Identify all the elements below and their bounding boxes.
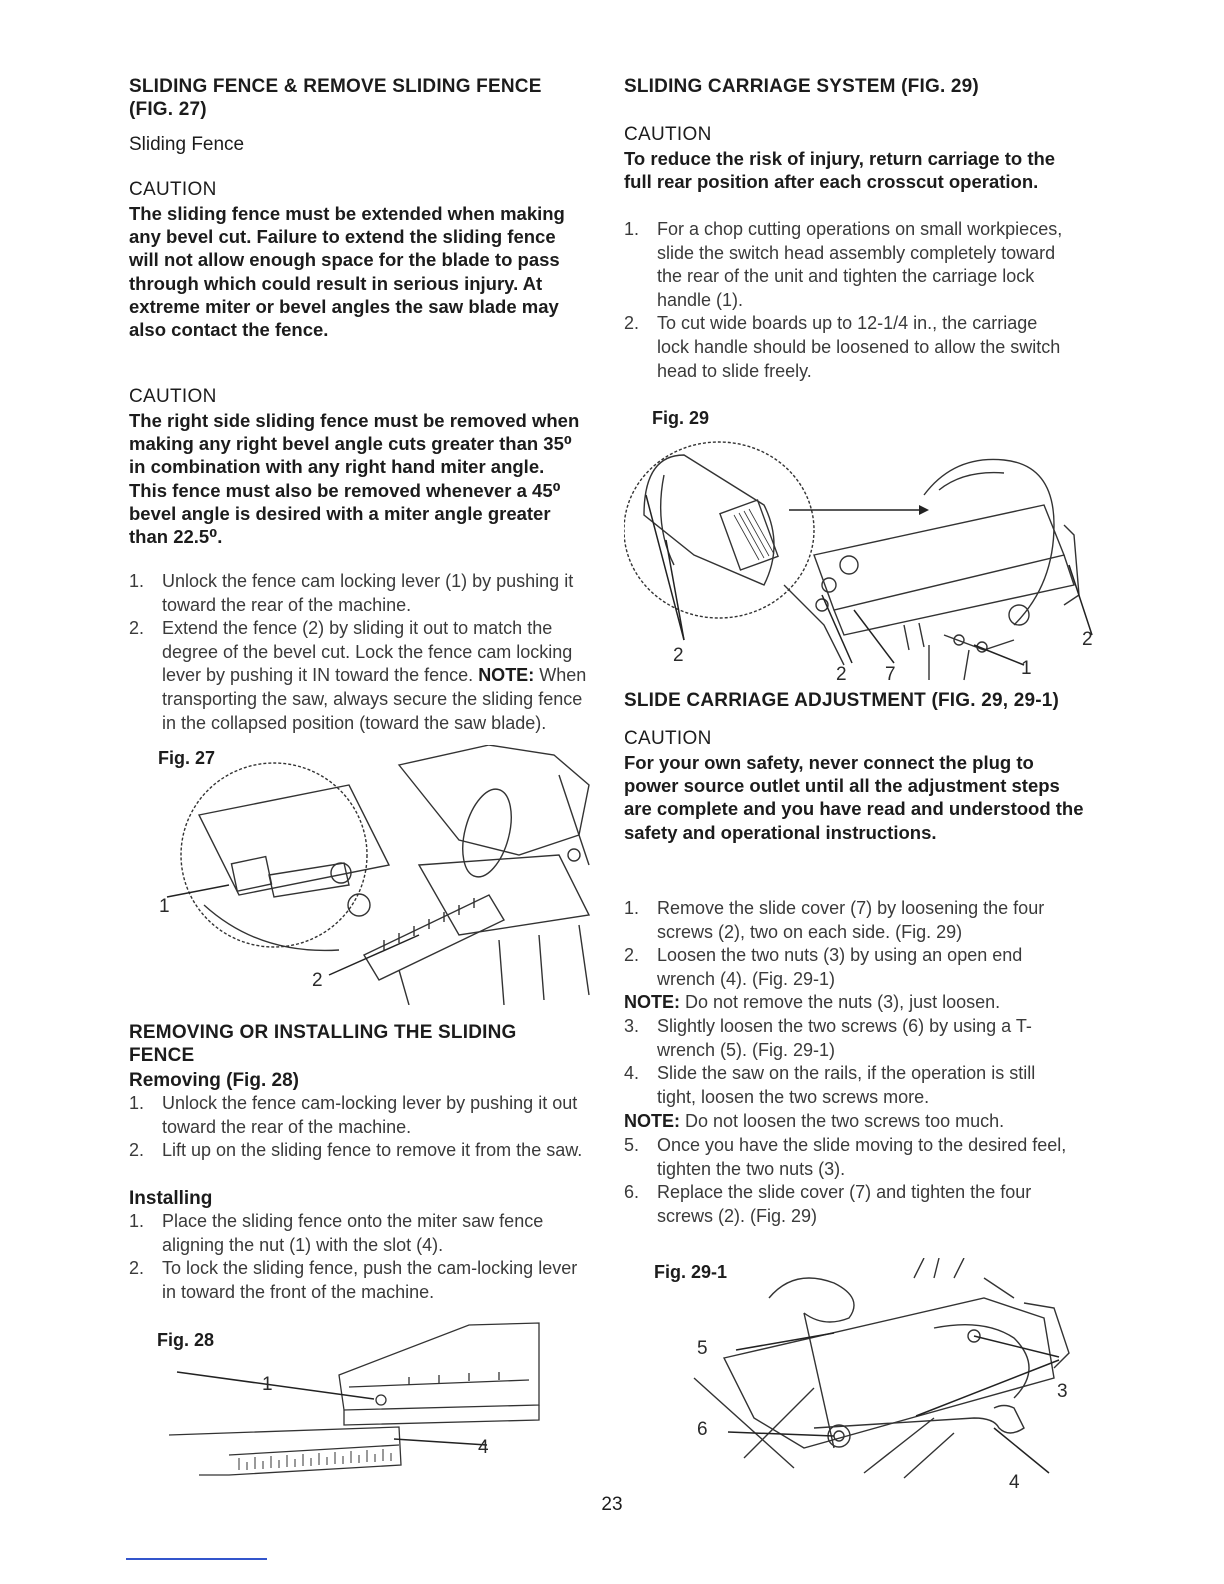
- note-label: NOTE:: [478, 665, 535, 686]
- fig-29-callout-7: 7: [885, 664, 896, 685]
- installing-subheading: Installing: [129, 1188, 213, 1209]
- list-item: 2. To cut wide boards up to 12-1/4 in., the carriage lock handle should be loosened to allow the switch head to slide freely.: [624, 313, 1061, 381]
- note-2: NOTE: Do not loosen the two screws too much.: [624, 1111, 1005, 1131]
- caution-text-2: The right side sliding fence must be removed when making any right bevel angle cuts greater than 35⁰ in combination with any right hand miter angle. This fence must also be removed whenever a 45⁰ bevel angle is desired with a miter angle greater than 22.5⁰.: [129, 410, 580, 548]
- fig-29-callout-2-right: 2: [1082, 629, 1093, 650]
- note-1: NOTE: Do not remove the nuts (3), just loosen.: [624, 992, 1001, 1012]
- installing-steps: [129, 1210, 585, 1304]
- list-item: 1. Remove the slide cover (7) by loosening the four screws (2), two on each side. (Fig. 29): [624, 898, 1045, 942]
- fig-29-1-callout-3: 3: [1057, 1381, 1068, 1402]
- list-item: 2. Loosen the two nuts (3) by using an open end wrench (4). (Fig. 29-1): [624, 945, 1023, 989]
- fig-29-1-callout-5: 5: [697, 1338, 708, 1359]
- sliding-fence-subheading: Sliding Fence: [129, 134, 245, 155]
- fig-29-1-callout-4: 4: [1009, 1472, 1020, 1493]
- fig-29-callout-2-left: 2: [673, 645, 684, 666]
- fig-29-callout-2-center: 2: [836, 664, 847, 685]
- fig-27-label: Fig. 27: [158, 748, 216, 768]
- fig-27-illustration: [159, 745, 599, 1005]
- carriage-steps: [624, 218, 1074, 383]
- removing-installing-heading: REMOVING OR INSTALLING THE SLIDING FENCE: [129, 1022, 517, 1066]
- fig-27-callout-1: 1: [159, 896, 170, 917]
- list-item: 5. Once you have the slide moving to the desired feel, tighten the two nuts (3).: [624, 1135, 1067, 1179]
- footer-rule: [126, 1558, 267, 1560]
- list-item: 1. Unlock the fence cam-locking lever by pushing it out toward the rear of the machine.: [129, 1093, 578, 1137]
- list-item: 3. Slightly loosen the two screws (6) by using a T-wrench (5). (Fig. 29-1): [624, 1016, 1032, 1060]
- fig-28-label: Fig. 28: [157, 1330, 215, 1350]
- fig-27-callout-2: 2: [312, 970, 323, 991]
- adjust-steps-5-6: [624, 1134, 1074, 1228]
- list-item: 1. Place the sliding fence onto the miter saw fence aligning the nut (1) with the slot (4).: [129, 1211, 544, 1255]
- list-item: 4. Slide the saw on the rails, if the operation is still tight, loosen the two screws more.: [624, 1063, 1036, 1107]
- list-item: 6. Replace the slide cover (7) and tighten the four screws (2). (Fig. 29): [624, 1182, 1032, 1226]
- slide-carriage-adjustment-heading: SLIDE CARRIAGE ADJUSTMENT (FIG. 29, 29-1): [624, 690, 1060, 711]
- fig-28-callout-4: 4: [478, 1437, 489, 1458]
- removing-steps: [129, 1092, 585, 1163]
- adjust-steps-1-2: [624, 897, 1074, 991]
- page-number: 23: [601, 1494, 623, 1515]
- fence-steps: [129, 570, 591, 735]
- fig-28-callout-1: 1: [262, 1374, 273, 1395]
- list-item: 1. Unlock the fence cam locking lever (1) by pushing it toward the rear of the machine.: [129, 571, 574, 615]
- caution-label-2: CAUTION: [129, 386, 217, 407]
- fig-29-illustration: [624, 435, 1094, 685]
- list-item: 2. Lift up on the sliding fence to remove it from the saw.: [129, 1140, 583, 1161]
- caution-label-1: CAUTION: [129, 179, 217, 200]
- fig-29-1-illustration: [684, 1258, 1084, 1488]
- fig-29-1-label: Fig. 29-1: [654, 1262, 728, 1282]
- list-item: 2. Extend the fence (2) by sliding it out to match the degree of the bevel cut. Lock the fence cam locking lever by pushing it IN toward the fence. NOTE: When transporting the saw, always secure the sliding fence in the collapsed position (toward the saw blade).: [129, 618, 587, 733]
- caution-text-3: To reduce the risk of injury, return carriage to the full rear position after each crosscut operation.: [624, 148, 1056, 193]
- fig-29-1-callout-6: 6: [697, 1419, 708, 1440]
- caution-text-4: For your own safety, never connect the plug to power source outlet until all the adjustment steps are complete and you have read and understood the safety and operational instructions.: [624, 752, 1084, 843]
- sliding-fence-heading: SLIDING FENCE & REMOVE SLIDING FENCE (FIG. 27): [129, 76, 542, 120]
- list-item: 1. For a chop cutting operations on small workpieces, slide the switch head assembly completely toward the rear of the unit and tighten the carriage lock handle (1).: [624, 219, 1063, 310]
- caution-label-4: CAUTION: [624, 728, 712, 749]
- caution-label-3: CAUTION: [624, 124, 712, 145]
- list-item: 2. To lock the sliding fence, push the cam-locking lever in toward the front of the machine.: [129, 1258, 578, 1302]
- fig-29-callout-1: 1: [1021, 658, 1032, 679]
- fig-28-illustration: [169, 1315, 549, 1485]
- adjust-steps-3-4: [624, 1015, 1074, 1109]
- removing-subheading: Removing (Fig. 28): [129, 1070, 299, 1091]
- caution-text-1: The sliding fence must be extended when making any bevel cut. Failure to extend the sliding fence will not allow enough space for the blade to pass through which could result in serious injury. At extreme miter or bevel angles the saw blade may also contact the fence.: [129, 203, 565, 341]
- fig-29-label: Fig. 29: [652, 408, 710, 428]
- sliding-carriage-heading: SLIDING CARRIAGE SYSTEM (FIG. 29): [624, 76, 979, 97]
